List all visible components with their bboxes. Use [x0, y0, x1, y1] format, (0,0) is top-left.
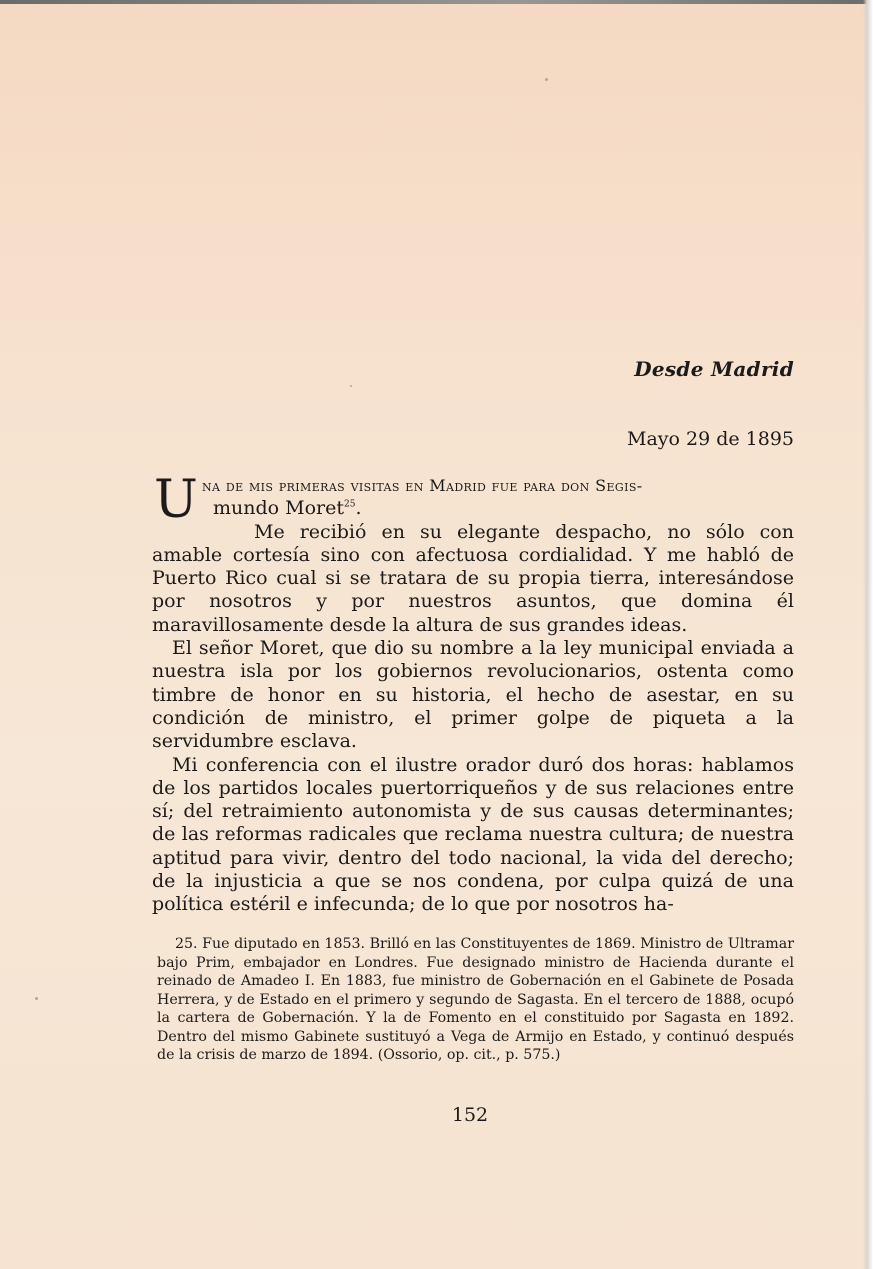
paper-speck [545, 78, 548, 81]
letter-date: Mayo 29 de 1895 [626, 428, 794, 450]
opening-paragraph [152, 470, 794, 530]
paragraph-text: Me recibió en su elegante despacho, no sólo con amable cortesía sino con afectuosa cordialidad. Y me habló de Puerto Rico cual si se tratara de su propia tierra, interesándose por nosotros y por nuestros asuntos, que domina él maravillosamente desde la altura de sus grandes ideas. [152, 520, 794, 636]
opening-line-text: mundo Moret [213, 497, 344, 520]
opening-line-continuation [152, 497, 794, 520]
footnote [157, 935, 794, 1065]
paragraph [152, 637, 794, 753]
paragraph-text: El señor Moret, que dio su nombre a la ley municipal enviada a nuestra isla por los gobiernos revolucionarios, ostenta como timbre de honor en su historia, el hecho de asestar, en su condición de ministro, el primer golpe de piqueta a la servidumbre esclava. [152, 637, 794, 753]
drop-cap: U [154, 470, 198, 530]
page-right-edge [863, 0, 873, 1269]
paragraph [152, 521, 794, 637]
paragraph-text: Mi conferencia con el ilustre orador duró dos horas: hablamos de los partidos locales puertorriqueños y de sus relaciones entre sí; del retraimiento autonomista y de sus causas determinantes; de las reformas radicales que reclama nuestra cultura; de nuestra aptitud para vivir, dentro del todo nacional, la vida del derecho; de la injusticia a que se nos condena, por culpa quizá de una política estéril e infecunda; de lo que por nosotros ha- [152, 753, 794, 916]
footnote-text: 25. Fue diputado en 1853. Brilló en las Constituyentes de 1869. Ministro de Ultramar bajo Prim, embajador en Londres. Fue designado ministro de Hacienda durante el reinado de Amadeo I. En 1883, fue ministro de Gobernación en el Gabinete de Posada Herrera, y de Estado en el primero y segundo de Sagasta. En el tercero de 1888, ocupó la cartera de Gobernación. Y la de Fomento en el constituido por Sagasta en 1892. Dentro del mismo Gabinete sustituyó a Vega de Armijo en Estado, y continuó después de la crisis de marzo de 1894. (Ossorio, op. cit., p. 575.) [157, 936, 794, 1063]
paper-speck [350, 385, 352, 387]
body-text [152, 470, 794, 917]
paper-speck [35, 997, 38, 1000]
opening-line-period: . [355, 497, 362, 520]
page-top-edge [0, 0, 873, 4]
section-title: Desde Madrid [634, 357, 794, 381]
footnote-marker: 25 [344, 499, 356, 510]
paragraph [152, 754, 794, 917]
page-number: 152 [451, 1104, 489, 1126]
opening-line: na de mis primeras visitas en Madrid fue para don Segis- [202, 476, 643, 495]
